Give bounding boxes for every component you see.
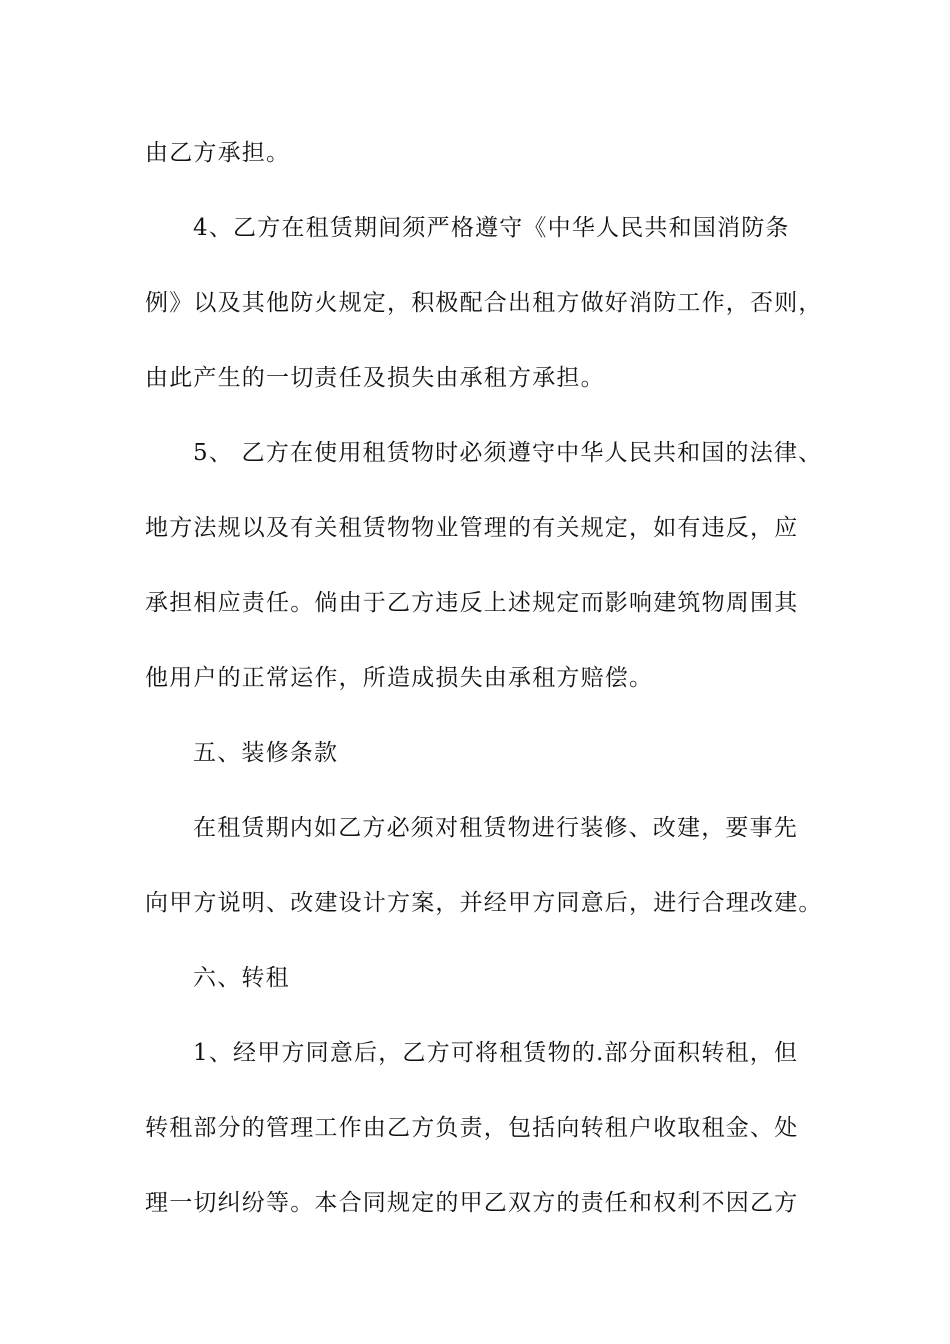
text-line: 向甲方说明、改建设计方案，并经甲方同意后，进行合理改建。: [145, 890, 823, 916]
clause-4-line: 4、乙方在租赁期间须严格遵守《中华人民共和国消防条: [193, 215, 790, 241]
clause-1-line: 1、经甲方同意后，乙方可将租赁物的.部分面积转租，但: [193, 1040, 799, 1066]
section-heading-renovation: 五、装修条款: [193, 740, 339, 766]
document-body: [145, 127, 823, 1252]
text-line: 例》以及其他防火规定，积极配合出租方做好消防工作，否则，: [145, 290, 823, 316]
text-line: 地方法规以及有关租赁物物业管理的有关规定，如有违反，应: [145, 515, 799, 541]
text-line: 承担相应责任。倘由于乙方违反上述规定而影响建筑物周围其: [145, 590, 799, 616]
text-line: 由此产生的一切责任及损失由承租方承担。: [145, 365, 605, 391]
section-heading-sublease: 六、转租: [193, 965, 290, 991]
text-line: 由乙方承担。: [145, 140, 291, 166]
text-line: 转租部分的管理工作由乙方负责，包括向转租户收取租金、处: [145, 1115, 799, 1141]
text-line: 在租赁期内如乙方必须对租赁物进行装修、改建，要事先: [193, 815, 798, 841]
text-line: 理一切纠纷等。本合同规定的甲乙双方的责任和权利不因乙方: [145, 1190, 799, 1216]
clause-5-line: 5、 乙方在使用租赁物时必须遵守中华人民共和国的法律、: [193, 440, 823, 466]
text-line: 他用户的正常运作，所造成损失由承租方赔偿。: [145, 665, 654, 691]
